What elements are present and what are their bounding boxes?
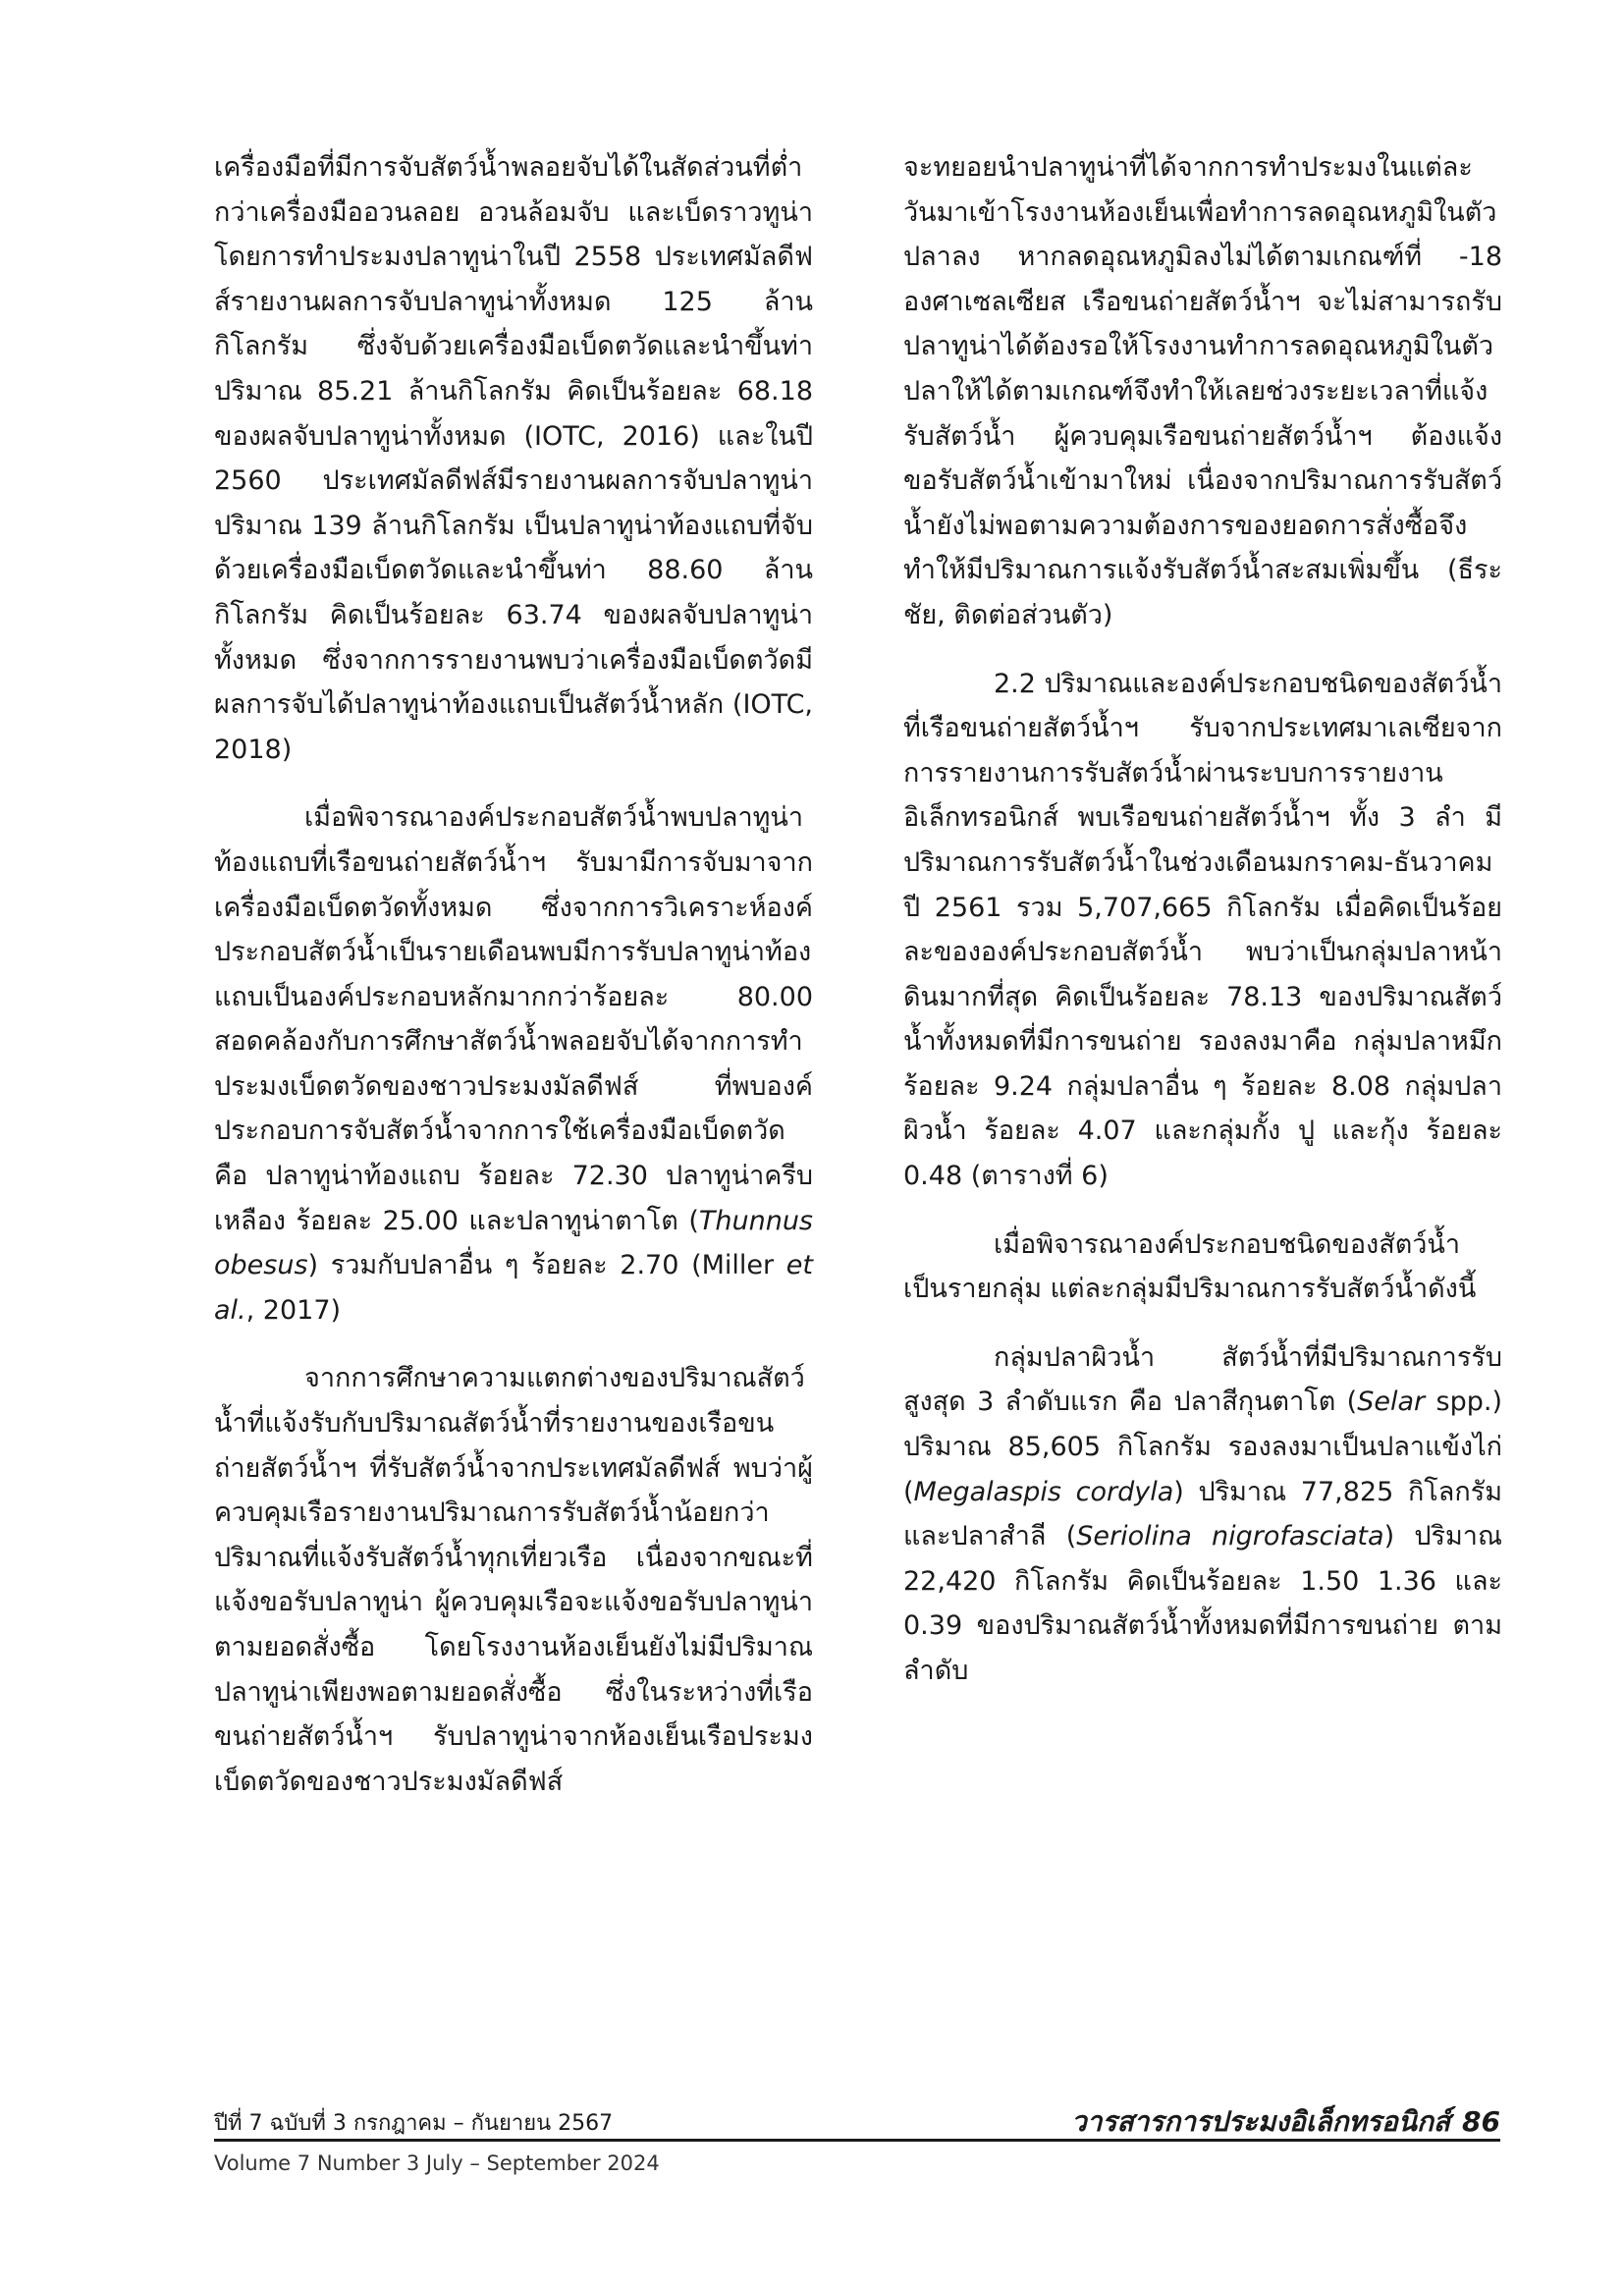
footer-journal — [1061, 2105, 1500, 2139]
right-paragraph-4-text-d: ) ปริมาณ 22,420 กิโลกรัม คิดเป็นร้อยละ 1.50 1.36 และ 0.39 ของปริมาณสัตว์น้ำทั้งหมดที่มีการขนถ่าย ตามลำดับ — [903, 1521, 1502, 1686]
left-paragraph-2-text-a: เมื่อพิจารณาองค์ประกอบสัตว์น้ำพบปลาทูน่าท้องแถบที่เรือขนถ่ายสัตว์น้ำฯ รับมามีการจับมาจากเครื่องมือเบ็ดตวัดทั้งหมด ซึ่งจากการวิเคราะห์องค์ประกอบสัตว์น้ำเป็นรายเดือนพบมีการรับปลาทูน่าท้องแถบเป็นองค์ประกอบหลักมากกว่าร้อยละ 80.00 สอดคล้องกับการศึกษาสัตว์น้ำพลอยจับได้จากการทำประมงเบ็ดตวัดของชาวประมงมัลดีฟส์ ที่พบองค์ประกอบการจับสัตว์น้ำจากการใช้เครื่องมือเบ็ดตวัด คือ ปลาทูน่าท้องแถบ ร้อยละ 72.30 ปลาทูน่าครีบเหลือง ร้อยละ 25.00 และปลาทูน่าตาโต ( — [214, 802, 813, 1236]
left-paragraph-2-text-c: , 2017) — [245, 1294, 342, 1326]
footer-issue-thai: ปีที่ 7 ฉบับที่ 3 กรกฎาคม – กันยายน 2567 — [214, 2111, 619, 2137]
species-thunnus-obesus: Thunnus obesus — [214, 1205, 813, 1281]
citation-et-al: et al. — [214, 1250, 813, 1326]
left-paragraph-1: เครื่องมือที่มีการจับสัตว์น้ำพลอยจับได้ในสัดส่วนที่ต่ำกว่าเครื่องมืออวนลอย อวนล้อมจับ และเบ็ดราวทูน่า โดยการทำประมงปลาทูน่าในปี 2558 ประเทศมัลดีฟส์รายงานผลการจับปลาทูน่าทั้งหมด 125 ล้านกิโลกรัม ซึ่งจับด้วยเครื่องมือเบ็ดตวัดและนำขึ้นท่าปริมาณ 85.21 ล้านกิโลกรัม คิดเป็นร้อยละ 68.18 ของผลจับปลาทูน่าทั้งหมด (IOTC, 2016) และในปี 2560 ประเทศมัลดีฟส์มีรายงานผลการจับปลาทูน่าปริมาณ 139 ล้านกิโลกรัม เป็นปลาทูน่าท้องแถบที่จับด้วยเครื่องมือเบ็ดตวัดและนำขึ้นท่า 88.60 ล้านกิโลกรัม คิดเป็นร้อยละ 63.74 ของผลจับปลาทูน่าทั้งหมด ซึ่งจากการรายงานพบว่าเครื่องมือเบ็ดตวัดมีผลการจับได้ปลาทูน่าท้องแถบเป็นสัตว์น้ำหลัก (IOTC, 2018) — [214, 152, 813, 765]
left-paragraph-2-text-b: ) รวมกับปลาอื่น ๆ ร้อยละ 2.70 (Miller — [307, 1250, 786, 1281]
species-seriolina-nigrofasciata: Seriolina nigrofasciata — [1076, 1521, 1384, 1552]
footer-divider — [214, 2139, 1500, 2142]
left-column — [214, 145, 813, 1827]
left-paragraph-3: จากการศึกษาความแตกต่างของปริมาณสัตว์น้ำที่แจ้งรับกับปริมาณสัตว์น้ำที่รายงานของเรือขนถ่ายสัตว์น้ำฯ ที่รับสัตว์น้ำจากประเทศมัลดีฟส์ พบว่าผู้ควบคุมเรือรายงานปริมาณการรับสัตว์น้ำน้อยกว่าปริมาณที่แจ้งรับสัตว์น้ำทุกเที่ยวเรือ เนื่องจากขณะที่แจ้งขอรับปลาทูน่า ผู้ควบคุมเรือจะแจ้งขอรับปลาทูน่าตามยอดสั่งซื้อ โดยโรงงานห้องเย็นยังไม่มีปริมาณปลาทูน่าเพียงพอตามยอดสั่งซื้อ ซึ่งในระหว่างที่เรือขนถ่ายสัตว์น้ำฯ รับปลาทูน่าจากห้องเย็นเรือประมงเบ็ดตวัดของชาวประมงมัลดีฟส์ — [214, 1363, 813, 1797]
right-paragraph-3: เมื่อพิจารณาองค์ประกอบชนิดของสัตว์น้ำเป็นรายกลุ่ม แต่ละกลุ่มมีปริมาณการรับสัตว์น้ำดังนี้ — [903, 1228, 1477, 1305]
right-paragraph-4-text-c: ) ปริมาณ 77,825 กิโลกรัม และปลาสำลี ( — [903, 1476, 1502, 1552]
right-paragraph-4-text-a: กลุ่มปลาผิวน้ำ สัตว์น้ำที่มีปริมาณการรับสูงสุด 3 ลำดับแรก คือ ปลาสีกุนตาโต ( — [903, 1341, 1502, 1418]
left-paragraph-2 — [214, 795, 813, 1333]
right-paragraph-2: 2.2 ปริมาณและองค์ประกอบชนิดของสัตว์น้ำที่เรือขนถ่ายสัตว์น้ำฯ รับจากประเทศมาเลเซียจากการรายงานการรับสัตว์น้ำผ่านระบบการรายงานอิเล็กทรอนิกส์ พบเรือขนถ่ายสัตว์น้ำฯ ทั้ง 3 ลำ มีปริมาณการรับสัตว์น้ำในช่วงเดือนมกราคม-ธันวาคม ปี 2561 รวม 5,707,665 กิโลกรัม เมื่อคิดเป็นร้อยละขององค์ประกอบสัตว์น้ำ พบว่าเป็นกลุ่มปลาหน้าดินมากที่สุด คิดเป็นร้อยละ 78.13 ของปริมาณสัตว์น้ำทั้งหมดที่มีการขนถ่าย รองลงมาคือ กลุ่มปลาหมึก ร้อยละ 9.24 กลุ่มปลาอื่น ๆ ร้อยละ 8.08 กลุ่มปลาผิวน้ำ ร้อยละ 4.07 และกลุ่มกั้ง ปู และกุ้ง ร้อยละ 0.48 (ตารางที่ 6) — [903, 668, 1502, 1192]
right-column — [903, 145, 1502, 1717]
page-number: 86 — [1462, 2105, 1500, 2138]
right-paragraph-4-text-b: spp.) ปริมาณ 85,605 กิโลกรัม รองลงมาเป็นปลาแข้งไก่ ( — [903, 1387, 1502, 1507]
right-paragraph-1: จะทยอยนำปลาทูน่าที่ได้จากการทำประมงในแต่ละวันมาเข้าโรงงานห้องเย็นเพื่อทำการลดอุณหภูมิในตัวปลาลง หากลดอุณหภูมิลงไม่ได้ตามเกณฑ์ที่ -18 องศาเซลเซียส เรือขนถ่ายสัตว์น้ำฯ จะไม่สามารถรับปลาทูน่าได้ต้องรอให้โรงงานทำการลดอุณหภูมิในตัวปลาให้ได้ตามเกณฑ์จึงทำให้เลยช่วงระยะเวลาที่แจ้งรับสัตว์น้ำ ผู้ควบคุมเรือขนถ่ายสัตว์น้ำฯ ต้องแจ้งขอรับสัตว์น้ำเข้ามาใหม่ เนื่องจากปริมาณการรับสัตว์น้ำยังไม่พอตามความต้องการของยอดการสั่งซื้อจึงทำให้มีปริมาณการแจ้งรับสัตว์น้ำสะสมเพิ่มขึ้น (ธีระชัย, ติดต่อส่วนตัว) — [903, 152, 1502, 630]
journal-name: วารสารการประมงอิเล็กทรอนิกส์ — [1071, 2105, 1451, 2138]
footer-issue-english: Volume 7 Number 3 July – September 2024 — [214, 2151, 660, 2175]
species-megalaspis-cordyla: Megalaspis cordyla — [913, 1476, 1174, 1507]
species-selar: Selar — [1357, 1387, 1426, 1418]
right-paragraph-4 — [903, 1335, 1502, 1694]
